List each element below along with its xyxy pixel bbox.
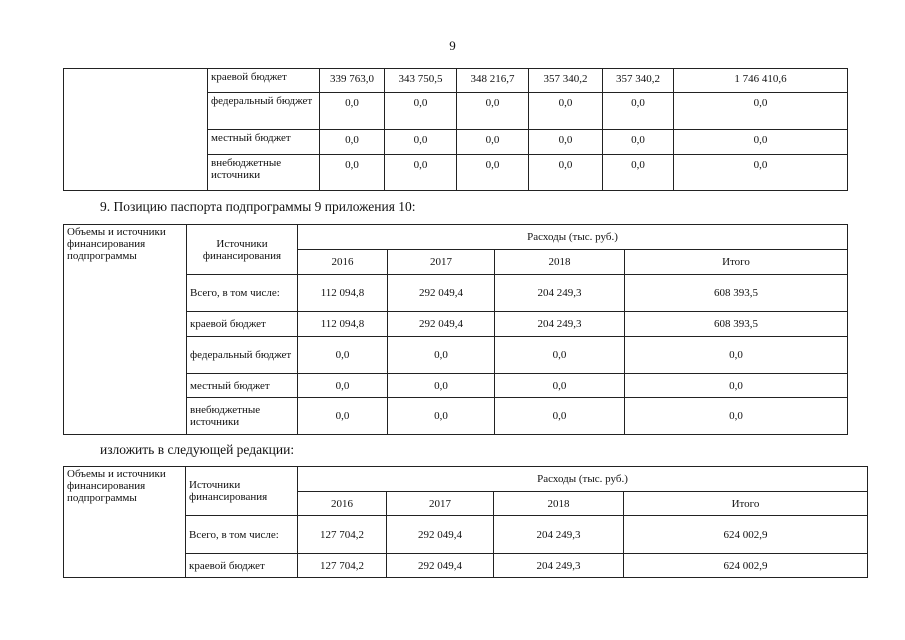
value-cell: 0,0 [495, 337, 625, 374]
sources-header: Источники финансирования [187, 225, 298, 275]
value-cell: 0,0 [529, 155, 603, 191]
value-cell: 204 249,3 [494, 516, 624, 554]
old-financing-table [63, 224, 848, 435]
year-header: 2016 [298, 250, 388, 275]
expenses-header: Расходы (тыс. руб.) [298, 225, 848, 250]
year-header: 2018 [495, 250, 625, 275]
source-cell: местный бюджет [208, 130, 320, 155]
paragraph-position: 9. Позицию паспорта подпрограммы 9 приложения 10: [100, 199, 416, 214]
value-cell: 0,0 [674, 130, 848, 155]
sources-header: Источники финансирования [186, 467, 298, 516]
value-cell: 339 763,0 [320, 69, 385, 93]
value-cell: 0,0 [625, 374, 848, 398]
source-cell: местный бюджет [187, 374, 298, 398]
value-cell: 0,0 [457, 155, 529, 191]
value-cell: 0,0 [529, 93, 603, 130]
expenses-header: Расходы (тыс. руб.) [298, 467, 868, 492]
value-cell: 0,0 [603, 130, 674, 155]
value-cell: 0,0 [495, 398, 625, 435]
value-cell: 608 393,5 [625, 312, 848, 337]
value-cell: 0,0 [298, 374, 388, 398]
year-header: 2017 [388, 250, 495, 275]
value-cell: 292 049,4 [388, 312, 495, 337]
table-row [64, 225, 848, 250]
value-cell: 357 340,2 [603, 69, 674, 93]
value-cell: 0,0 [603, 93, 674, 130]
empty-label-cell [64, 69, 208, 191]
year-header: 2016 [298, 492, 387, 516]
value-cell: 0,0 [388, 374, 495, 398]
value-cell: 0,0 [385, 93, 457, 130]
value-cell: 204 249,3 [494, 554, 624, 578]
value-cell: 1 746 410,6 [674, 69, 848, 93]
source-cell: федеральный бюджет [187, 337, 298, 374]
table-row [64, 69, 848, 93]
value-cell: 0,0 [603, 155, 674, 191]
value-cell: 0,0 [320, 130, 385, 155]
value-cell: 0,0 [388, 398, 495, 435]
value-cell: 0,0 [298, 398, 388, 435]
value-cell: 292 049,4 [388, 275, 495, 312]
value-cell: 127 704,2 [298, 554, 387, 578]
value-cell: 204 249,3 [495, 275, 625, 312]
table-row [64, 467, 868, 492]
value-cell: 0,0 [298, 337, 388, 374]
section-label: Объемы и источники финансирования подпрограммы [64, 225, 187, 435]
value-cell: 0,0 [320, 93, 385, 130]
value-cell: 292 049,4 [387, 554, 494, 578]
value-cell: 0,0 [495, 374, 625, 398]
value-cell: 343 750,5 [385, 69, 457, 93]
source-cell: Всего, в том числе: [187, 275, 298, 312]
new-financing-table [63, 466, 868, 578]
value-cell: 624 002,9 [624, 516, 868, 554]
source-cell: краевой бюджет [186, 554, 298, 578]
year-header: 2018 [494, 492, 624, 516]
value-cell: 0,0 [674, 93, 848, 130]
source-cell: федеральный бюджет [208, 93, 320, 130]
value-cell: 204 249,3 [495, 312, 625, 337]
value-cell: 624 002,9 [624, 554, 868, 578]
value-cell: 0,0 [625, 337, 848, 374]
section-label: Объемы и источники финансирования подпрограммы [64, 467, 186, 578]
value-cell: 0,0 [674, 155, 848, 191]
value-cell: 112 094,8 [298, 312, 388, 337]
source-cell: внебюджетные источники [208, 155, 320, 191]
value-cell: 0,0 [457, 130, 529, 155]
source-cell: краевой бюджет [208, 69, 320, 93]
value-cell: 348 216,7 [457, 69, 529, 93]
value-cell: 0,0 [385, 155, 457, 191]
value-cell: 608 393,5 [625, 275, 848, 312]
total-header: Итого [624, 492, 868, 516]
paragraph-new-edition: изложить в следующей редакции: [100, 442, 295, 457]
value-cell: 0,0 [385, 130, 457, 155]
value-cell: 0,0 [457, 93, 529, 130]
total-header: Итого [625, 250, 848, 275]
value-cell: 127 704,2 [298, 516, 387, 554]
source-cell: краевой бюджет [187, 312, 298, 337]
year-header: 2017 [387, 492, 494, 516]
value-cell: 0,0 [529, 130, 603, 155]
value-cell: 112 094,8 [298, 275, 388, 312]
source-cell: внебюджетные источники [187, 398, 298, 435]
source-cell: Всего, в том числе: [186, 516, 298, 554]
value-cell: 0,0 [625, 398, 848, 435]
page-number: 9 [449, 38, 456, 53]
value-cell: 292 049,4 [387, 516, 494, 554]
value-cell: 0,0 [320, 155, 385, 191]
continued-financing-table [63, 68, 848, 191]
value-cell: 357 340,2 [529, 69, 603, 93]
value-cell: 0,0 [388, 337, 495, 374]
